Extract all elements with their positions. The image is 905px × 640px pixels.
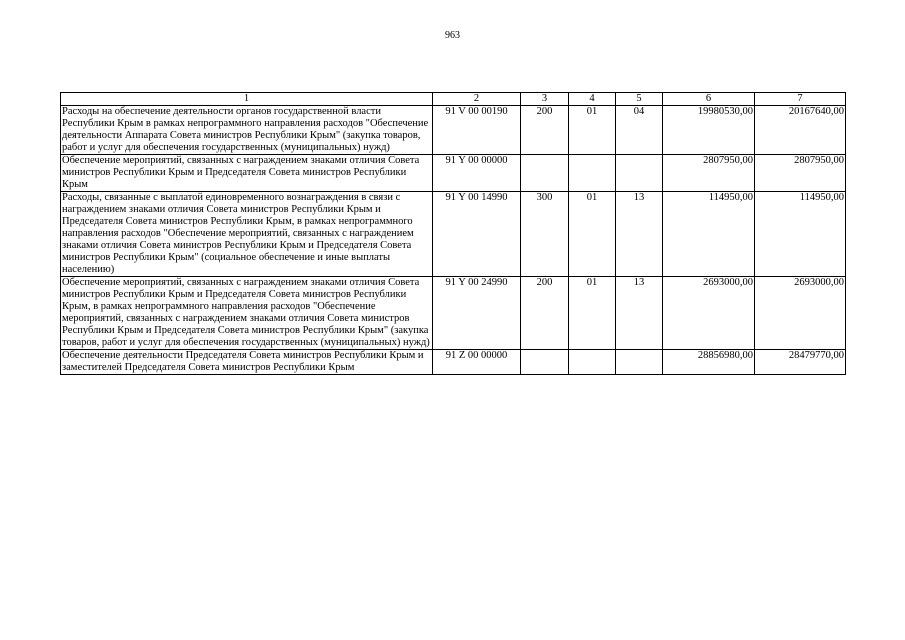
row-col-4 xyxy=(569,155,616,192)
row-col-3 xyxy=(521,155,569,192)
column-header-5: 5 xyxy=(616,93,663,106)
row-description: Обеспечение мероприятий, связанных с награждением знаками отличия Совета министров Республики Крым и Председателя Совета министров Республики Крым xyxy=(61,155,433,192)
column-header-3: 3 xyxy=(521,93,569,106)
column-header-4: 4 xyxy=(569,93,616,106)
row-amount-6: 114950,00 xyxy=(663,192,755,277)
row-col-5: 13 xyxy=(616,277,663,350)
row-description: Обеспечение мероприятий, связанных с награждением знаками отличия Совета министров Республики Крым и Председателя Совета министров Республики Крым, в рамках непрограммного направления расходов "Обеспечение мероприятий, связанных с награждением знаками отличия Совета министров Республики Крым и Председателя Совета министров Республики Крым" (закупка товаров, работ и услуг для обеспечения государственных (муниципальных) нужд) xyxy=(61,277,433,350)
row-col-5: 04 xyxy=(616,106,663,155)
column-header-2: 2 xyxy=(433,93,521,106)
row-amount-7: 2693000,00 xyxy=(755,277,846,350)
row-amount-7: 2807950,00 xyxy=(755,155,846,192)
row-code: 91 Y 00 24990 xyxy=(433,277,521,350)
row-amount-7: 20167640,00 xyxy=(755,106,846,155)
row-col-3: 200 xyxy=(521,106,569,155)
row-amount-6: 19980530,00 xyxy=(663,106,755,155)
row-code: 91 Y 00 00000 xyxy=(433,155,521,192)
row-description: Расходы на обеспечение деятельности органов государственной власти Республики Крым в рамках непрограммного направления расходов "Обеспечение деятельности Аппарата Совета министров Республики Крым" (закупка товаров, работ и услуг для обеспечения государственных (муниципальных) нужд) xyxy=(61,106,433,155)
table-row xyxy=(61,192,846,277)
row-col-3: 200 xyxy=(521,277,569,350)
row-col-3 xyxy=(521,350,569,375)
row-col-5 xyxy=(616,350,663,375)
column-header-7: 7 xyxy=(755,93,846,106)
header-row xyxy=(61,93,846,106)
table-row xyxy=(61,106,846,155)
row-col-3: 300 xyxy=(521,192,569,277)
row-amount-6: 2807950,00 xyxy=(663,155,755,192)
row-amount-6: 2693000,00 xyxy=(663,277,755,350)
row-col-4: 01 xyxy=(569,106,616,155)
row-col-5 xyxy=(616,155,663,192)
row-code: 91 Z 00 00000 xyxy=(433,350,521,375)
row-description: Обеспечение деятельности Председателя Совета министров Республики Крым и заместителей Председателя Совета министров Республики Крым xyxy=(61,350,433,375)
table-row xyxy=(61,155,846,192)
page-number: 963 xyxy=(445,30,460,41)
budget-table xyxy=(60,92,846,375)
row-code: 91 Y 00 14990 xyxy=(433,192,521,277)
row-code: 91 V 00 00190 xyxy=(433,106,521,155)
row-amount-7: 28479770,00 xyxy=(755,350,846,375)
column-header-1: 1 xyxy=(61,93,433,106)
row-col-4: 01 xyxy=(569,277,616,350)
row-col-4 xyxy=(569,350,616,375)
row-col-5: 13 xyxy=(616,192,663,277)
row-col-4: 01 xyxy=(569,192,616,277)
row-amount-6: 28856980,00 xyxy=(663,350,755,375)
column-header-6: 6 xyxy=(663,93,755,106)
row-description: Расходы, связанные с выплатой единовременного вознаграждения в связи с награждением знаками отличия Совета министров Республики Крым и Председателя Совета министров Республики Крым, в рамках непрограммного направления расходов "Обеспечение мероприятий, связанных с награждением знаками отличия Совета министров Республики Крым и Председателя Совета министров Республики Крым" (социальное обеспечение и иные выплаты населению) xyxy=(61,192,433,277)
table-row xyxy=(61,350,846,375)
table-row xyxy=(61,277,846,350)
row-amount-7: 114950,00 xyxy=(755,192,846,277)
